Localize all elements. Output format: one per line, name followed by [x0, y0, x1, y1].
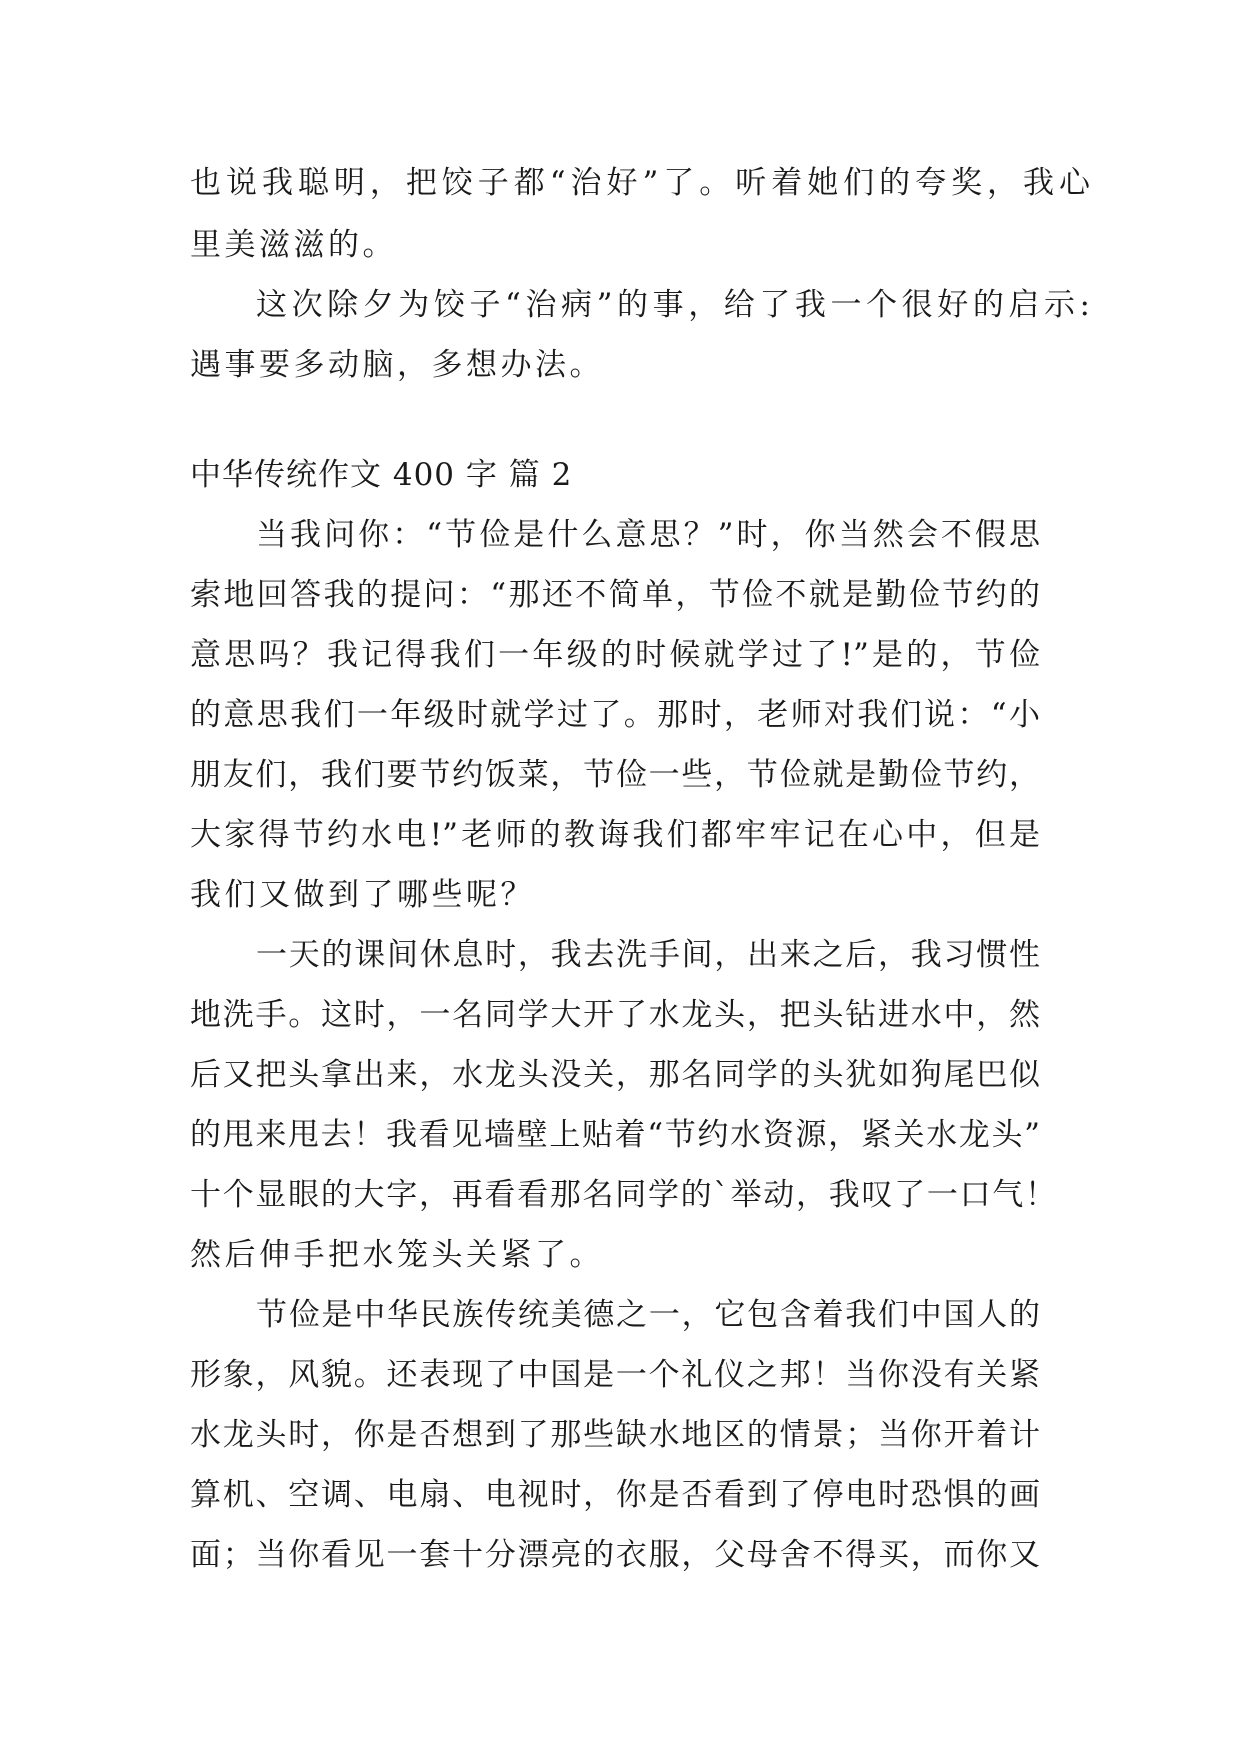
text-line: 算机、空调、电扇、电视时，你是否看到了停电时恐惧的画 [190, 1477, 1040, 1513]
text-line: 遇事要多动脑，多想办法。 [190, 347, 604, 383]
text-line: 十个显眼的大字，再看看那名同学的`举动，我叹了一口气！ [190, 1177, 1056, 1213]
text-line: 形象，风貌。还表现了中国是一个礼仪之邦！当你没有关紧 [190, 1357, 1040, 1393]
text-line: 意思吗？我记得我们一年级的时候就学过了!”是的，节俭 [190, 637, 1040, 673]
text-line: 当我问你：“节俭是什么意思？”时，你当然会不假思 [256, 517, 1040, 553]
text-line: 索地回答我的提问：“那还不简单，节俭不就是勤俭节约的 [190, 577, 1040, 613]
section-heading: 中华传统作文 400 字 篇 2 [190, 457, 573, 493]
text-line: 一天的课间休息时，我去洗手间，出来之后，我习惯性 [256, 937, 1040, 973]
text-line: 后又把头拿出来，水龙头没关，那名同学的头犹如狗尾巴似 [190, 1057, 1040, 1093]
text-line: 我们又做到了哪些呢？ [190, 877, 535, 913]
text-line: 面；当你看见一套十分漂亮的衣服，父母舍不得买，而你又 [190, 1537, 1040, 1573]
text-line: 地洗手。这时，一名同学大开了水龙头，把头钻进水中，然 [190, 997, 1040, 1033]
text-line: 然后伸手把水笼头关紧了。 [190, 1237, 604, 1273]
text-line: 朋友们，我们要节约饭菜，节俭一些，节俭就是勤俭节约， [190, 757, 1040, 793]
text-line: 里美滋滋的。 [190, 227, 397, 263]
text-line: 这次除夕为饺子“治病”的事，给了我一个很好的启示: [256, 287, 1090, 323]
text-line: 也说我聪明，把饺子都“治好”了。听着她们的夸奖，我心 [190, 165, 1090, 201]
text-line: 节俭是中华民族传统美德之一，它包含着我们中国人的 [256, 1297, 1040, 1333]
text-line: 的意思我们一年级时就学过了。那时，老师对我们说：“小 [190, 697, 1040, 733]
text-line: 的甩来甩去！我看见墙壁上贴着“节约水资源，紧关水龙头” [190, 1117, 1040, 1153]
text-line: 水龙头时，你是否想到了那些缺水地区的情景；当你开着计 [190, 1417, 1040, 1453]
text-line: 大家得节约水电!”老师的教诲我们都牢牢记在心中，但是 [190, 817, 1040, 853]
